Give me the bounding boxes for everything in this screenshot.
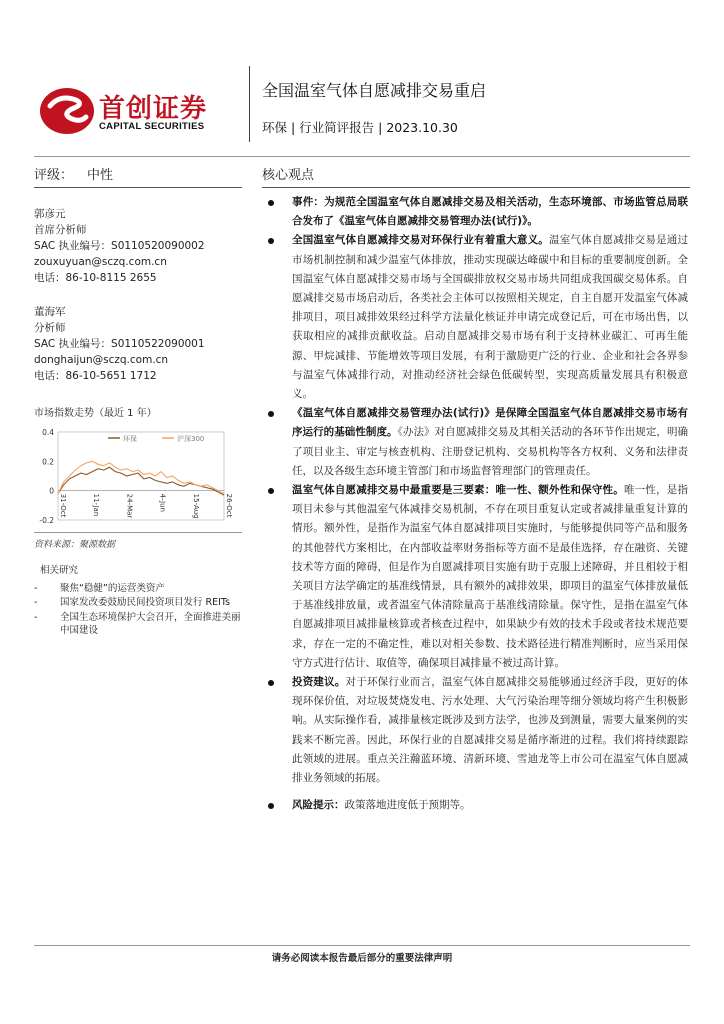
related-item[interactable]: - 国家发改委鼓励民间投资项目发行 REITs xyxy=(40,596,245,610)
bullet-icon xyxy=(268,411,274,417)
core-point: 事件：为规范全国温室气体自愿减排交易及相关活动，生态环境部、市场监管总局联合发布了《温室气体自愿减排交易管理办法(试行)》。 xyxy=(262,193,688,231)
chart-source: 资料来源：聚源数据 xyxy=(34,540,116,550)
related-title: 相关研究 xyxy=(40,565,79,576)
bullet-icon xyxy=(268,803,274,809)
analyst-card xyxy=(34,304,205,384)
bullet-icon xyxy=(268,238,274,244)
x-tick-label: 26-Oct xyxy=(225,493,233,518)
report-title: 全国温室气体自愿减排交易重启 xyxy=(262,81,487,100)
chart-rule xyxy=(34,532,242,533)
legal-footer: 请务必阅读本报告最后部分的重要法律声明 xyxy=(271,953,453,964)
analyst-license: SAC 执业编号：S0110520090002 xyxy=(34,240,205,252)
y-tick-label: 0.2 xyxy=(42,457,54,467)
core-view-heading: 核心观点 xyxy=(262,168,315,183)
legend-label: 沪深300 xyxy=(177,435,205,443)
y-tick-label: -0.2 xyxy=(39,516,54,525)
core-points xyxy=(262,193,688,816)
analyst-email[interactable]: zouxuyuan@sczq.com.cn xyxy=(34,256,167,268)
legend-label: 环保 xyxy=(123,435,137,443)
header-rule xyxy=(34,156,690,157)
related-item[interactable]: - 聚焦“稳健”的运营类资产 xyxy=(40,582,245,596)
analyst-name: 郭彦元 xyxy=(34,208,66,220)
right-section-rule xyxy=(262,187,690,188)
bullet-icon xyxy=(268,488,274,494)
bullet-icon xyxy=(268,680,274,686)
x-tick-label: 31-Oct xyxy=(59,493,67,518)
left-section-rule xyxy=(34,187,242,188)
related-research xyxy=(40,564,245,639)
analyst-phone: 电话：86-10-5651 1712 xyxy=(34,370,157,382)
x-tick-label: 4-Jun xyxy=(158,493,167,512)
rating-row xyxy=(34,164,113,183)
footer-rule xyxy=(34,945,690,946)
analyst-card xyxy=(34,206,205,286)
core-point: 风险提示：政策落地进度低于预期等。 xyxy=(262,796,688,815)
chart-title: 市场指数走势（最近 1 年） xyxy=(34,408,157,419)
rating-label: 评级： xyxy=(34,168,74,183)
y-tick-label: 0.4 xyxy=(42,428,54,437)
core-point: 《温室气体自愿减排交易管理办法(试行)》是保障全国温室气体自愿减排交易市场有序运行的基础性制度。《办法》对自愿减排交易及其相关活动的各环节作出规定，明确了项目业主、审定与核查机构、注册登记机构、交易机构等各方权利、义务和法律责任，以及各级生态环境主管部门和市场监督管理部门的管理责任。 xyxy=(262,404,688,481)
header-divider xyxy=(249,66,250,142)
core-point: 投资建议。对于环保行业而言，温室气体自愿减排交易能够通过经济手段，更好的体现环保价值，对垃圾焚烧发电、污水处理、大气污染治理等细分领域均将产生积极影响。从实际操作看，减排量核定既涉及到方法学，也涉及到测量，需要大量案例的实践来不断完善。因此，环保行业的自愿减排交易是循序渐进的过程。我们将持续跟踪此领域的进展。重点关注瀚蓝环境、清新环境、雪迪龙等上市公司在温室气体自愿减排业务领域的拓展。 xyxy=(262,673,688,788)
analyst-role: 分析师 xyxy=(34,322,66,334)
logo-english-name: CAPITAL SECURITIES xyxy=(99,121,205,132)
report-subtitle: 环保 | 行业简评报告 | 2023.10.30 xyxy=(262,120,458,135)
core-point: 温室气体自愿减排交易中最重要是三要素：唯一性、额外性和保守性。唯一性，是指项目未参与其他温室气体减排交易机制，不存在项目重复认定或者减排量重复计算的情形。额外性，是指作为温室气体自愿减排项目实施时，与能够提供同等产品和服务的其他替代方案相比，在内部收益率财务指标等方面不是最佳选择，存在融资、关键技术等方面的障碍，但是作为自愿减排项目实施有助于克服上述障碍，并且相较于相关项目方法学确定的基准线情景，具有额外的减排效果，即项目的温室气体排放量低于基准线排放量，或者温室气体清除量高于基准线清除量。保守性，是指在温室气体自愿减排项目减排量核算或者核查过程中，如果缺少有效的技术手段或者技术规范要求，存在一定的不确定性，难以对相关参数、技术路径进行精准判断时，应当采用保守方式进行估计、取值等，确保项目减排量不被过高计算。 xyxy=(262,481,688,673)
x-tick-label: 15-Aug xyxy=(191,493,200,519)
analyst-license: SAC 执业编号：S0110522090001 xyxy=(34,338,205,350)
logo-chinese-name: 首创证券 xyxy=(99,94,208,124)
core-point: 全国温室气体自愿减排交易对环保行业有着重大意义。温室气体自愿减排交易是通过市场机制控制和减少温室气体排放，推动实现碳达峰碳中和目标的重要制度创新。全国温室气体自愿减排交易市场与全国碳排放权交易市场共同组成我国碳交易体系。自愿减排交易市场启动后，各类社会主体可以按照相关规定，自主自愿开发温室气体减排项目，项目减排效果经过科学方法量化核证并申请完成登记后，可在市场出售，以获取相应的减排贡献收益。启动自愿减排交易市场有利于支持林业碳汇、可再生能源、甲烷减排、节能增效等项目发展，有利于激励更广泛的行业、企业和社会各界参与温室气体减排行动，对推动经济社会绿色低碳转型，实现高质量发展具有积极意义。 xyxy=(262,231,688,404)
series-line xyxy=(58,461,224,493)
y-tick-label: 0 xyxy=(49,486,54,496)
x-tick-label: 24-Mar xyxy=(125,493,134,519)
analyst-phone: 电话：86-10-8115 2655 xyxy=(34,272,157,284)
analyst-name: 董海军 xyxy=(34,306,66,318)
bullet-icon xyxy=(268,200,274,206)
related-item[interactable]: - 全国生态环境保护大会召开，全面推进美丽中国建设 xyxy=(40,611,245,638)
rating-value: 中性 xyxy=(87,168,114,183)
analyst-role: 首席分析师 xyxy=(34,224,87,236)
market-index-chart xyxy=(34,420,242,530)
analyst-email[interactable]: donghaijun@sczq.com.cn xyxy=(34,354,169,366)
x-tick-label: 11-Jan xyxy=(92,493,101,517)
